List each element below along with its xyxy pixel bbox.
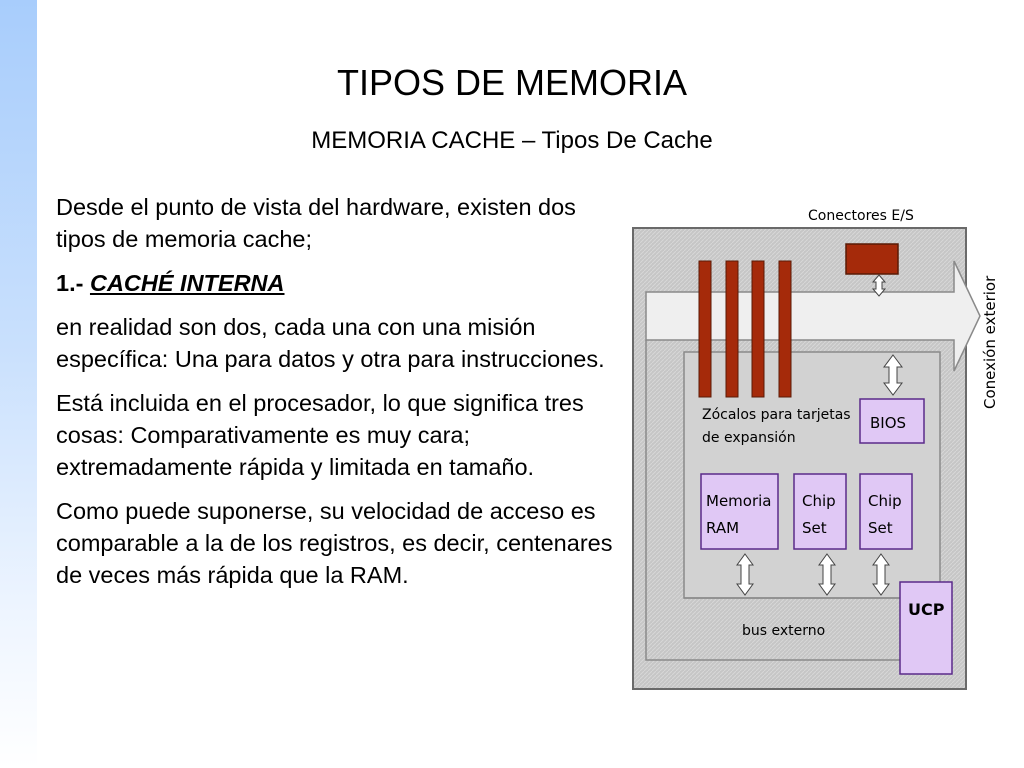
bios-label: BIOS — [870, 414, 907, 432]
chipset-1-label-1: Chip — [802, 492, 836, 510]
chipset-2-label-1: Chip — [868, 492, 902, 510]
heading-number: 1.- — [56, 270, 84, 296]
paragraph-1: en realidad son dos, cada una con una misión específica: Una para datos y otra para instrucciones. — [56, 314, 605, 372]
motherboard-diagram — [632, 195, 1004, 695]
conectores-label: Conectores E/S — [808, 208, 914, 224]
ucp-label: UCP — [908, 600, 945, 619]
slot-1 — [699, 261, 711, 397]
ram-label-2: RAM — [706, 519, 740, 537]
bus-label: bus externo — [742, 623, 826, 639]
side-gradient-bar — [0, 0, 37, 768]
paragraph-2: Está incluida en el procesador, lo que significa tres cosas: Comparativamente es muy cara; extremadamente rápida y limitada en tamaño. — [56, 390, 584, 480]
intro-paragraph: Desde el punto de vista del hardware, existen dos tipos de memoria cache; — [56, 194, 576, 252]
zocalos-label-1: Zócalos para tarjetas — [702, 407, 851, 423]
chipset-2-label-2: Set — [868, 519, 893, 537]
slot-2 — [726, 261, 738, 397]
conexion-label: Conexión exterior — [981, 275, 999, 409]
chipset-2 — [860, 474, 912, 549]
connector-block — [846, 244, 898, 274]
ucp-chip — [900, 582, 952, 674]
section-heading — [56, 267, 626, 299]
ram-label-1: Memoria — [706, 492, 772, 510]
slide-subtitle: MEMORIA CACHE – Tipos De Cache — [311, 127, 713, 154]
slide-title: TIPOS DE MEMORIA — [336, 62, 688, 103]
zocalos-label-2: de expansión — [702, 430, 796, 446]
chipset-1 — [794, 474, 846, 549]
slot-4 — [779, 261, 791, 397]
heading-label: CACHÉ INTERNA — [89, 270, 285, 296]
paragraph-3: Como puede suponerse, su velocidad de acceso es comparable a la de los registros, es decir, centenares de veces más rápida que la RAM. — [56, 498, 613, 588]
chipset-1-label-2: Set — [802, 519, 827, 537]
ram-chip — [701, 474, 778, 549]
slot-3 — [752, 261, 764, 397]
body-text — [56, 191, 626, 603]
